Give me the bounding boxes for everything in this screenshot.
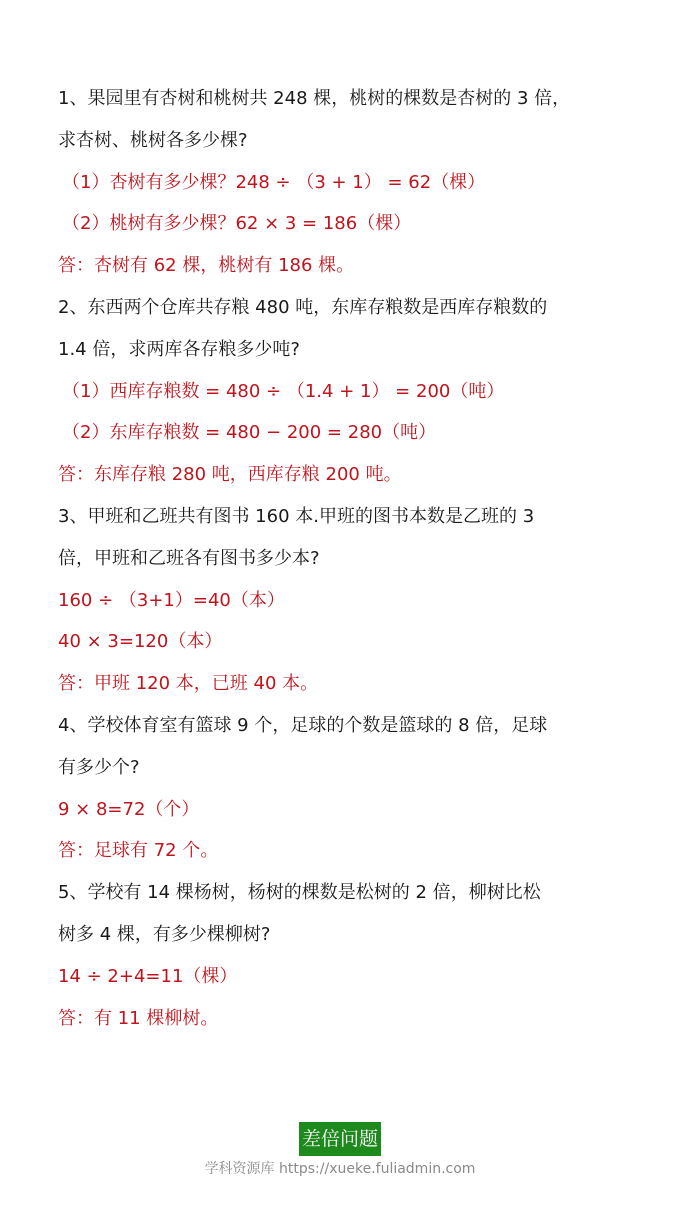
source-site-link[interactable]: 学科资源库 https://xueke.fuliadmin.com xyxy=(204,1161,476,1177)
problem-3-step-2: 40 × 3=120（本） xyxy=(58,631,223,653)
problem-5-answer: 答：有 11 棵柳树。 xyxy=(58,1007,219,1029)
problem-3-answer: 答：甲班 120 本，已班 40 本。 xyxy=(58,673,319,695)
problem-1-answer: 答：杏树有 62 棵，桃树有 186 棵。 xyxy=(58,255,355,277)
problem-2-answer: 答：东库存粮 280 吨，西库存粮 200 吨。 xyxy=(58,464,402,486)
problem-1-question-line-2: 求杏树、桃树各多少棵? xyxy=(58,129,248,151)
problem-1-step-1: （1）杏树有多少棵？248 ÷ （3 + 1） = 62（棵） xyxy=(62,171,486,193)
problem-3-question-line-1: 3、甲班和乙班共有图书 160 本.甲班的图书本数是乙班的 3 xyxy=(58,505,535,527)
problem-2-question-line-2: 1.4 倍，求两库各存粮多少吨? xyxy=(58,338,300,360)
problem-4-question-line-2: 有多少个? xyxy=(58,756,140,778)
problem-5-step-1: 14 ÷ 2+4=11（棵） xyxy=(58,965,238,987)
problem-4-step-1: 9 × 8=72（个） xyxy=(58,798,200,820)
worksheet-content xyxy=(58,78,638,1039)
problem-2-step-2: （2）东库存粮数 = 480 − 200 = 280（吨） xyxy=(62,422,437,444)
problem-3-step-1: 160 ÷ （3+1）=40（本） xyxy=(58,589,285,611)
problem-5-question-line-2: 树多 4 棵，有多少棵柳树? xyxy=(58,923,271,945)
problem-2-question-line-1: 2、东西两个仓库共存粮 480 吨，东库存粮数是西库存粮数的 xyxy=(58,296,548,318)
problem-4-question-line-1: 4、学校体育室有篮球 9 个，足球的个数是篮球的 8 倍，足球 xyxy=(58,714,548,736)
problem-1-question-line-1: 1、果园里有杏树和桃树共 248 棵，桃树的棵数是杏树的 3 倍， xyxy=(58,88,571,109)
page-footer xyxy=(0,1122,680,1180)
problem-1-step-2: （2）桃树有多少棵？62 × 3 = 186（棵） xyxy=(62,213,412,235)
problem-3-question-line-2: 倍，甲班和乙班各有图书多少本? xyxy=(58,547,320,569)
problem-4-answer: 答：足球有 72 个。 xyxy=(58,840,219,862)
topic-tag: 差倍问题 xyxy=(299,1122,381,1156)
problem-5-question-line-1: 5、学校有 14 棵杨树，杨树的棵数是松树的 2 倍，柳树比松 xyxy=(58,882,541,904)
problem-2-step-1: （1）西库存粮数 = 480 ÷ （1.4 + 1） = 200（吨） xyxy=(62,380,505,402)
